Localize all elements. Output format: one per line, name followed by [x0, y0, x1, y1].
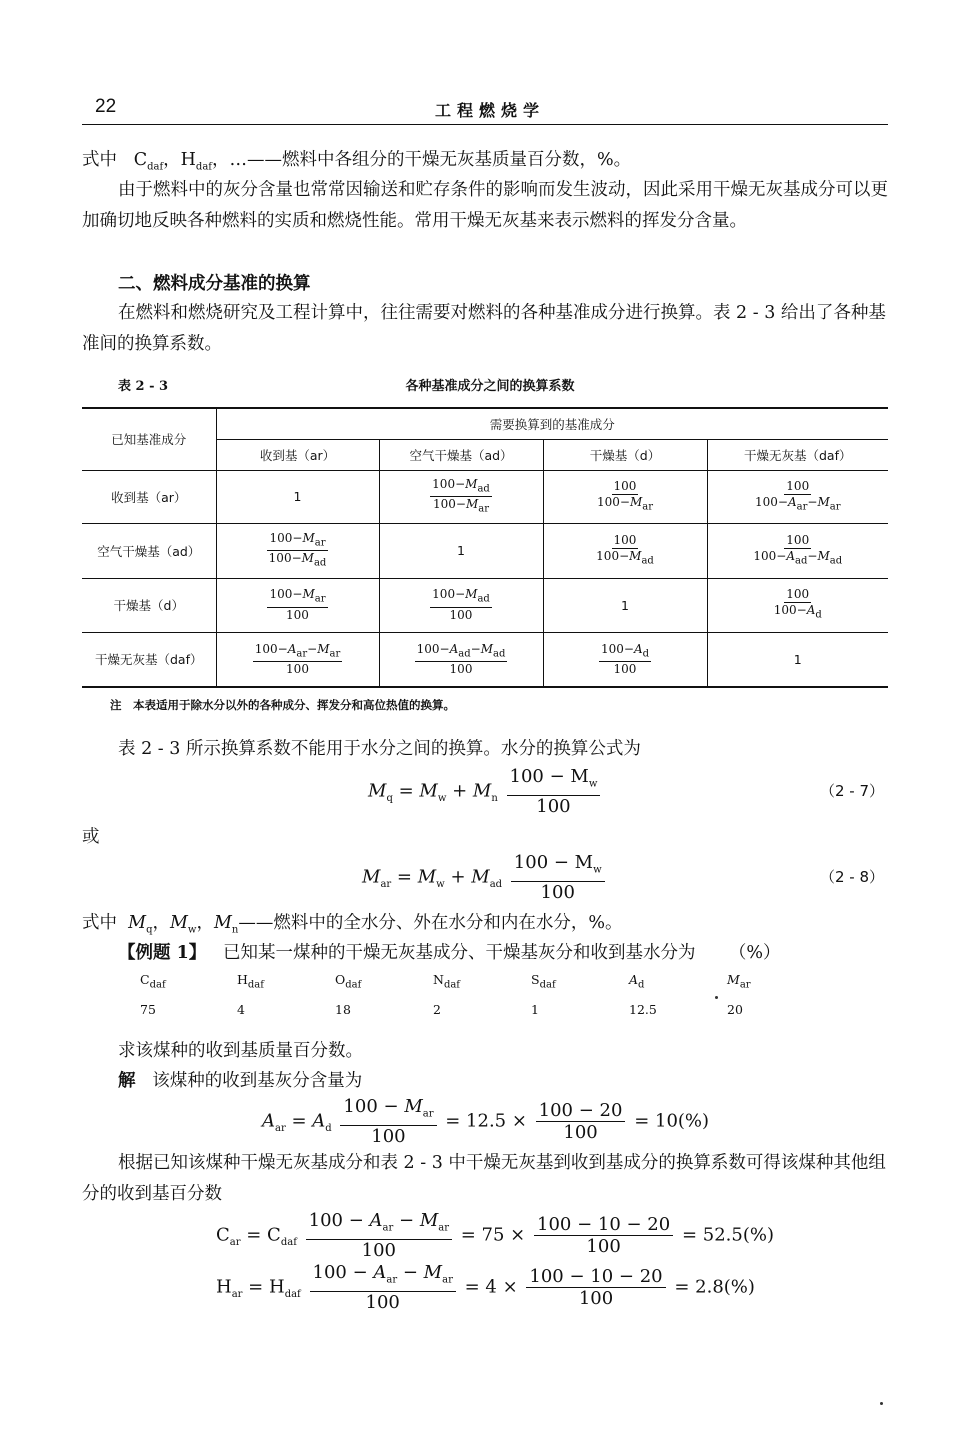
example-values-table — [140, 967, 787, 1023]
paragraph-conversion-intro: 在燃料和燃烧研究及工程计算中，往往需要对燃料的各种基准成分进行换算。表 2 - 3 给出了各种基准间的换算系数。 — [82, 303, 886, 354]
row-head-ar: 收到基（ar） — [82, 470, 216, 523]
equation-ash-ar: $A_{ar} = A_d$ $\frac{100 - M_{ar}}{100}$ = 12.5 × $\frac{100 - 20}{100}$ = 10(%) — [262, 1096, 710, 1147]
cell-ar-ar: 1 — [216, 470, 379, 523]
value-ndaf: 2 — [433, 1001, 441, 1017]
cell-d-ad: $\frac{100-M_{ad}}{100}$ — [379, 578, 543, 632]
symbol-mar: $M_{ar}$ — [727, 971, 751, 991]
cell-daf-d: $\frac{100-A_d}{100}$ — [543, 632, 707, 687]
cell-d-ar: $\frac{100-M_{ar}}{100}$ — [216, 578, 379, 632]
row-head-daf: 干燥无灰基（daf） — [82, 632, 216, 687]
cell-ad-d: $\frac{100}{100-M_{ad}}$ — [543, 523, 707, 578]
paragraph-other-components: 根据已知该煤种干燥无灰基成分和表 2 - 3 中干燥无灰基到收到基成分的换算系数可得该煤种其他组分的收到基百分数 — [82, 1153, 886, 1204]
paragraph-daf-basis: 由于燃料中的灰分含量也常常因输送和贮存条件的影响而发生波动，因此采用干燥无灰基成分可以更加确切地反映各种燃料的实质和燃烧性能。常用干燥无灰基来表示燃料的挥发分含量。 — [82, 180, 888, 231]
col-head-d: 干燥基（d） — [543, 439, 707, 470]
equation-number-2-8: （2 - 8） — [820, 868, 885, 886]
section-heading: 二、燃料成分基准的换算 — [118, 274, 311, 294]
table-note: 注 本表适用于除水分以外的各种成分、挥发分和高位热值的换算。 — [110, 698, 455, 712]
cell-ad-ar: $\frac{100-M_{ar}}{100-M_{ad}}$ — [216, 523, 379, 578]
table-row — [82, 470, 888, 523]
cell-ar-ad: $\frac{100-M_{ad}}{100-M_{ar}}$ — [379, 470, 543, 523]
symbol-ndaf: $N_{daf}$ — [433, 971, 461, 991]
example-statement: 【例题 1】 已知某一煤种的干燥无灰基成分、干燥基灰分和收到基水分为 （%） — [118, 943, 781, 963]
scan-speck — [880, 1402, 883, 1405]
symbol-odaf: $O_{daf}$ — [335, 971, 362, 991]
where-clause-moisture: 式中 $M_q$，$M_w$，$M_n——$燃料中的全水分、外在水分和内在水分，%。 — [82, 913, 623, 936]
equation-2-7: $M_q = M_w + M_n$ $\frac{100 - M_w}{100}$ — [368, 766, 603, 817]
table-label: 表 2 - 3 — [118, 379, 169, 394]
value-hdaf: 4 — [237, 1001, 245, 1017]
cell-d-d: 1 — [543, 578, 707, 632]
example-value-row — [140, 995, 787, 1023]
conversion-table — [82, 407, 888, 688]
row-head-ad: 空气干燥基（ad） — [82, 523, 216, 578]
cell-ad-ad: 1 — [379, 523, 543, 578]
symbol-ad: $A_d$ — [629, 971, 645, 991]
table-group-header: 需要换算到的基准成分 — [216, 408, 888, 439]
table-title: 各种基准成分之间的换算系数 — [405, 379, 575, 394]
table-header-row — [82, 408, 888, 439]
equation-number-2-7: （2 - 7） — [820, 782, 885, 800]
value-odaf: 18 — [335, 1001, 351, 1017]
table-row — [82, 578, 888, 632]
value-mar: 20 — [727, 1001, 743, 1017]
question-text: 求该煤种的收到基质量百分数。 — [118, 1041, 363, 1061]
cell-daf-daf: 1 — [707, 632, 888, 687]
col-head-ar: 收到基（ar） — [216, 439, 379, 470]
page-number: 22 — [95, 96, 117, 117]
col-head-ad: 空气干燥基（ad） — [379, 439, 543, 470]
cell-daf-ad: $\frac{100-A_{ad}-M_{ad}}{100}$ — [379, 632, 543, 687]
symbol-hdaf: $H_{daf}$ — [237, 971, 264, 991]
value-sdaf: 1 — [531, 1001, 539, 1017]
solution-intro: 解 该煤种的收到基灰分含量为 — [118, 1071, 363, 1091]
equation-2-8: $M_{ar} = M_w + M_{ad}$ $\frac{100 - M_w}{100}$ — [362, 852, 608, 903]
example-symbol-row — [140, 967, 787, 995]
table-row — [82, 523, 888, 578]
value-ad: 12.5 — [629, 1001, 657, 1017]
equation-hydrogen-ar: $H_{ar} = H_{daf}$ $\frac{100 - A_{ar} - M_{ar}}{100}$ = 4 × $\frac{100 - 10 - 20}{100}$ = 2.8(%) — [216, 1262, 755, 1313]
equation-carbon-ar: $C_{ar} = C_{daf}$ $\frac{100 - A_{ar} - M_{ar}}{100}$ = 75 × $\frac{100 - 10 - 20}{100}$ = 52.5(%) — [216, 1210, 774, 1261]
col-head-daf: 干燥无灰基（daf） — [707, 439, 888, 470]
symbol-sdaf: $S_{daf}$ — [531, 971, 556, 991]
cell-ar-d: $\frac{100}{100-M_{ar}}$ — [543, 470, 707, 523]
table-row — [82, 632, 888, 687]
header-rule — [82, 124, 888, 125]
value-cdaf: 75 — [140, 1001, 156, 1017]
cell-d-daf: $\frac{100}{100-A_d}$ — [707, 578, 888, 632]
row-head-d: 干燥基（d） — [82, 578, 216, 632]
cell-ar-daf: $\frac{100}{100-A_{ar}-M_{ar}}$ — [707, 470, 888, 523]
paragraph-moisture: 表 2 - 3 所示换算系数不能用于水分之间的换算。水分的换算公式为 — [118, 739, 641, 759]
table-corner-header: 已知基准成分 — [82, 408, 216, 470]
symbol-cdaf: $C_{daf}$ — [140, 971, 166, 991]
running-title: 工程燃烧学 — [434, 101, 545, 120]
scan-speck — [715, 996, 718, 999]
where-clause-daf: 式中 $C_{daf}$，$H_{daf}$，…——燃料中各组分的干燥无灰基质量百分数，%。 — [82, 150, 632, 173]
word-or: 或 — [82, 827, 100, 847]
cell-ad-daf: $\frac{100}{100-A_{ad}-M_{ad}}$ — [707, 523, 888, 578]
cell-daf-ar: $\frac{100-A_{ar}-M_{ar}}{100}$ — [216, 632, 379, 687]
